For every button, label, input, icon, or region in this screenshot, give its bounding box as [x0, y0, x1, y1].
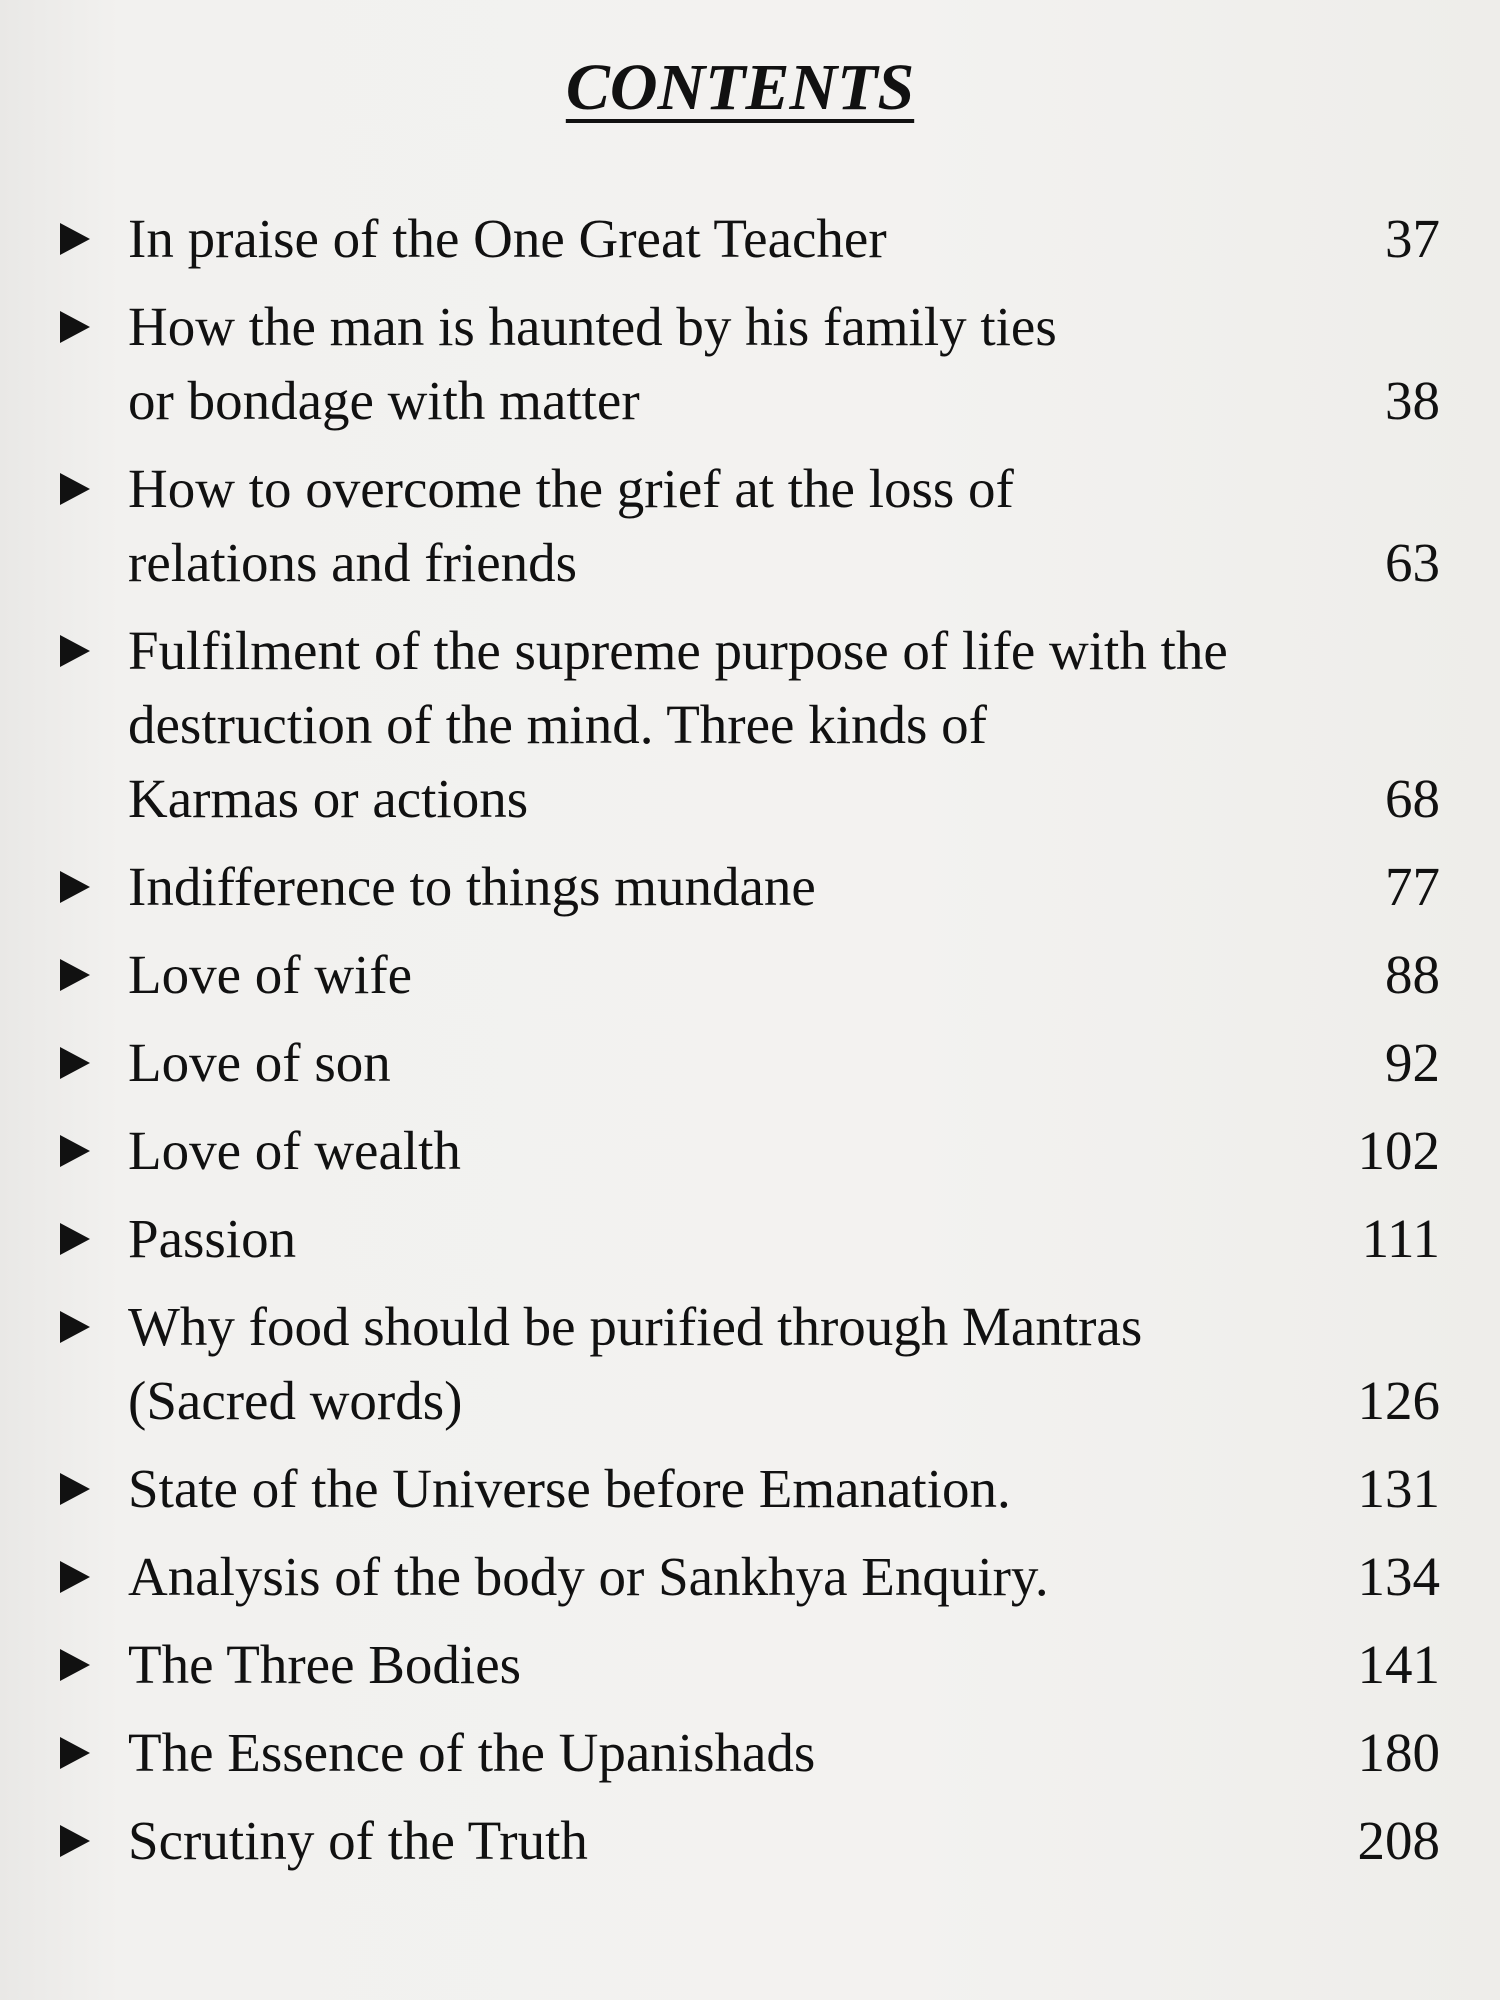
triangle-bullet-icon	[60, 202, 106, 276]
toc-entry-page: 141	[1357, 1634, 1440, 1695]
toc-entry	[60, 1716, 1440, 1790]
toc-entry-page: 111	[1361, 1208, 1440, 1269]
toc-entry-page: 134	[1357, 1546, 1440, 1607]
toc-entry-title: Love of wife	[128, 944, 413, 1005]
toc-entry	[60, 1540, 1440, 1614]
toc-entry-page: 88	[1385, 944, 1440, 1005]
triangle-bullet-icon	[60, 1202, 106, 1276]
toc-entry-page: 63	[1385, 532, 1440, 593]
toc-entry-page: 92	[1385, 1032, 1440, 1093]
toc-entry-title: The Three Bodies	[128, 1634, 522, 1695]
toc-entry-title: How to overcome the grief at the loss of relations and friends	[128, 458, 1014, 593]
toc-entry	[60, 202, 1440, 276]
toc-entry-title: Why food should be purified through Mantras (Sacred words)	[128, 1296, 1143, 1431]
toc-entry-page: 208	[1357, 1810, 1440, 1871]
triangle-bullet-icon	[60, 1716, 106, 1790]
toc-entry	[60, 1804, 1440, 1878]
contents-heading: CONTENTS	[565, 51, 915, 124]
toc-entry	[60, 1202, 1440, 1276]
toc-entry	[60, 614, 1440, 836]
toc-entry	[60, 1628, 1440, 1702]
triangle-bullet-icon	[60, 1290, 106, 1364]
toc-entry-title: State of the Universe before Emanation.	[128, 1458, 1011, 1519]
toc-entry	[60, 850, 1440, 924]
triangle-bullet-icon	[60, 1026, 106, 1100]
toc-entry-page: 38	[1385, 370, 1440, 431]
toc-entry-page: 102	[1357, 1120, 1440, 1181]
toc-entry-title: In praise of the One Great Teacher	[128, 208, 887, 269]
toc-entry-page: 37	[1385, 208, 1440, 269]
triangle-bullet-icon	[60, 1452, 106, 1526]
triangle-bullet-icon	[60, 850, 106, 924]
triangle-bullet-icon	[60, 1114, 106, 1188]
toc-entry-page: 68	[1385, 768, 1440, 829]
toc-entry	[60, 1114, 1440, 1188]
toc-entry-page: 126	[1357, 1370, 1440, 1431]
page-title	[0, 48, 1480, 128]
triangle-bullet-icon	[60, 1628, 106, 1702]
toc-entry-title: Analysis of the body or Sankhya Enquiry.	[128, 1546, 1049, 1607]
toc-entry-title: How the man is haunted by his family ties or bondage with matter	[128, 296, 1057, 431]
toc-entry-page: 180	[1357, 1722, 1440, 1783]
toc-entry-title: The Essence of the Upanishads	[128, 1722, 816, 1783]
triangle-bullet-icon	[60, 938, 106, 1012]
toc-entry	[60, 938, 1440, 1012]
toc-entry-title: Fulfilment of the supreme purpose of life with the destruction of the mind. Three kinds of Karmas or actions	[128, 620, 1228, 829]
toc-entry	[60, 452, 1440, 600]
triangle-bullet-icon	[60, 1804, 106, 1878]
toc-entry	[60, 1290, 1440, 1438]
toc-entry	[60, 1452, 1440, 1526]
toc-entry-page: 77	[1385, 856, 1440, 917]
triangle-bullet-icon	[60, 452, 106, 526]
triangle-bullet-icon	[60, 290, 106, 364]
triangle-bullet-icon	[60, 1540, 106, 1614]
triangle-bullet-icon	[60, 614, 106, 688]
toc-entry	[60, 290, 1440, 438]
toc-entry-title: Scrutiny of the Truth	[128, 1810, 588, 1871]
toc-entry-title: Indifference to things mundane	[128, 856, 816, 917]
toc-entry-title: Passion	[128, 1208, 297, 1269]
toc-entry	[60, 1026, 1440, 1100]
toc-entry-page: 131	[1357, 1458, 1440, 1519]
toc-entry-title: Love of son	[128, 1032, 391, 1093]
toc-entry-title: Love of wealth	[128, 1120, 461, 1181]
table-of-contents	[60, 202, 1440, 1878]
